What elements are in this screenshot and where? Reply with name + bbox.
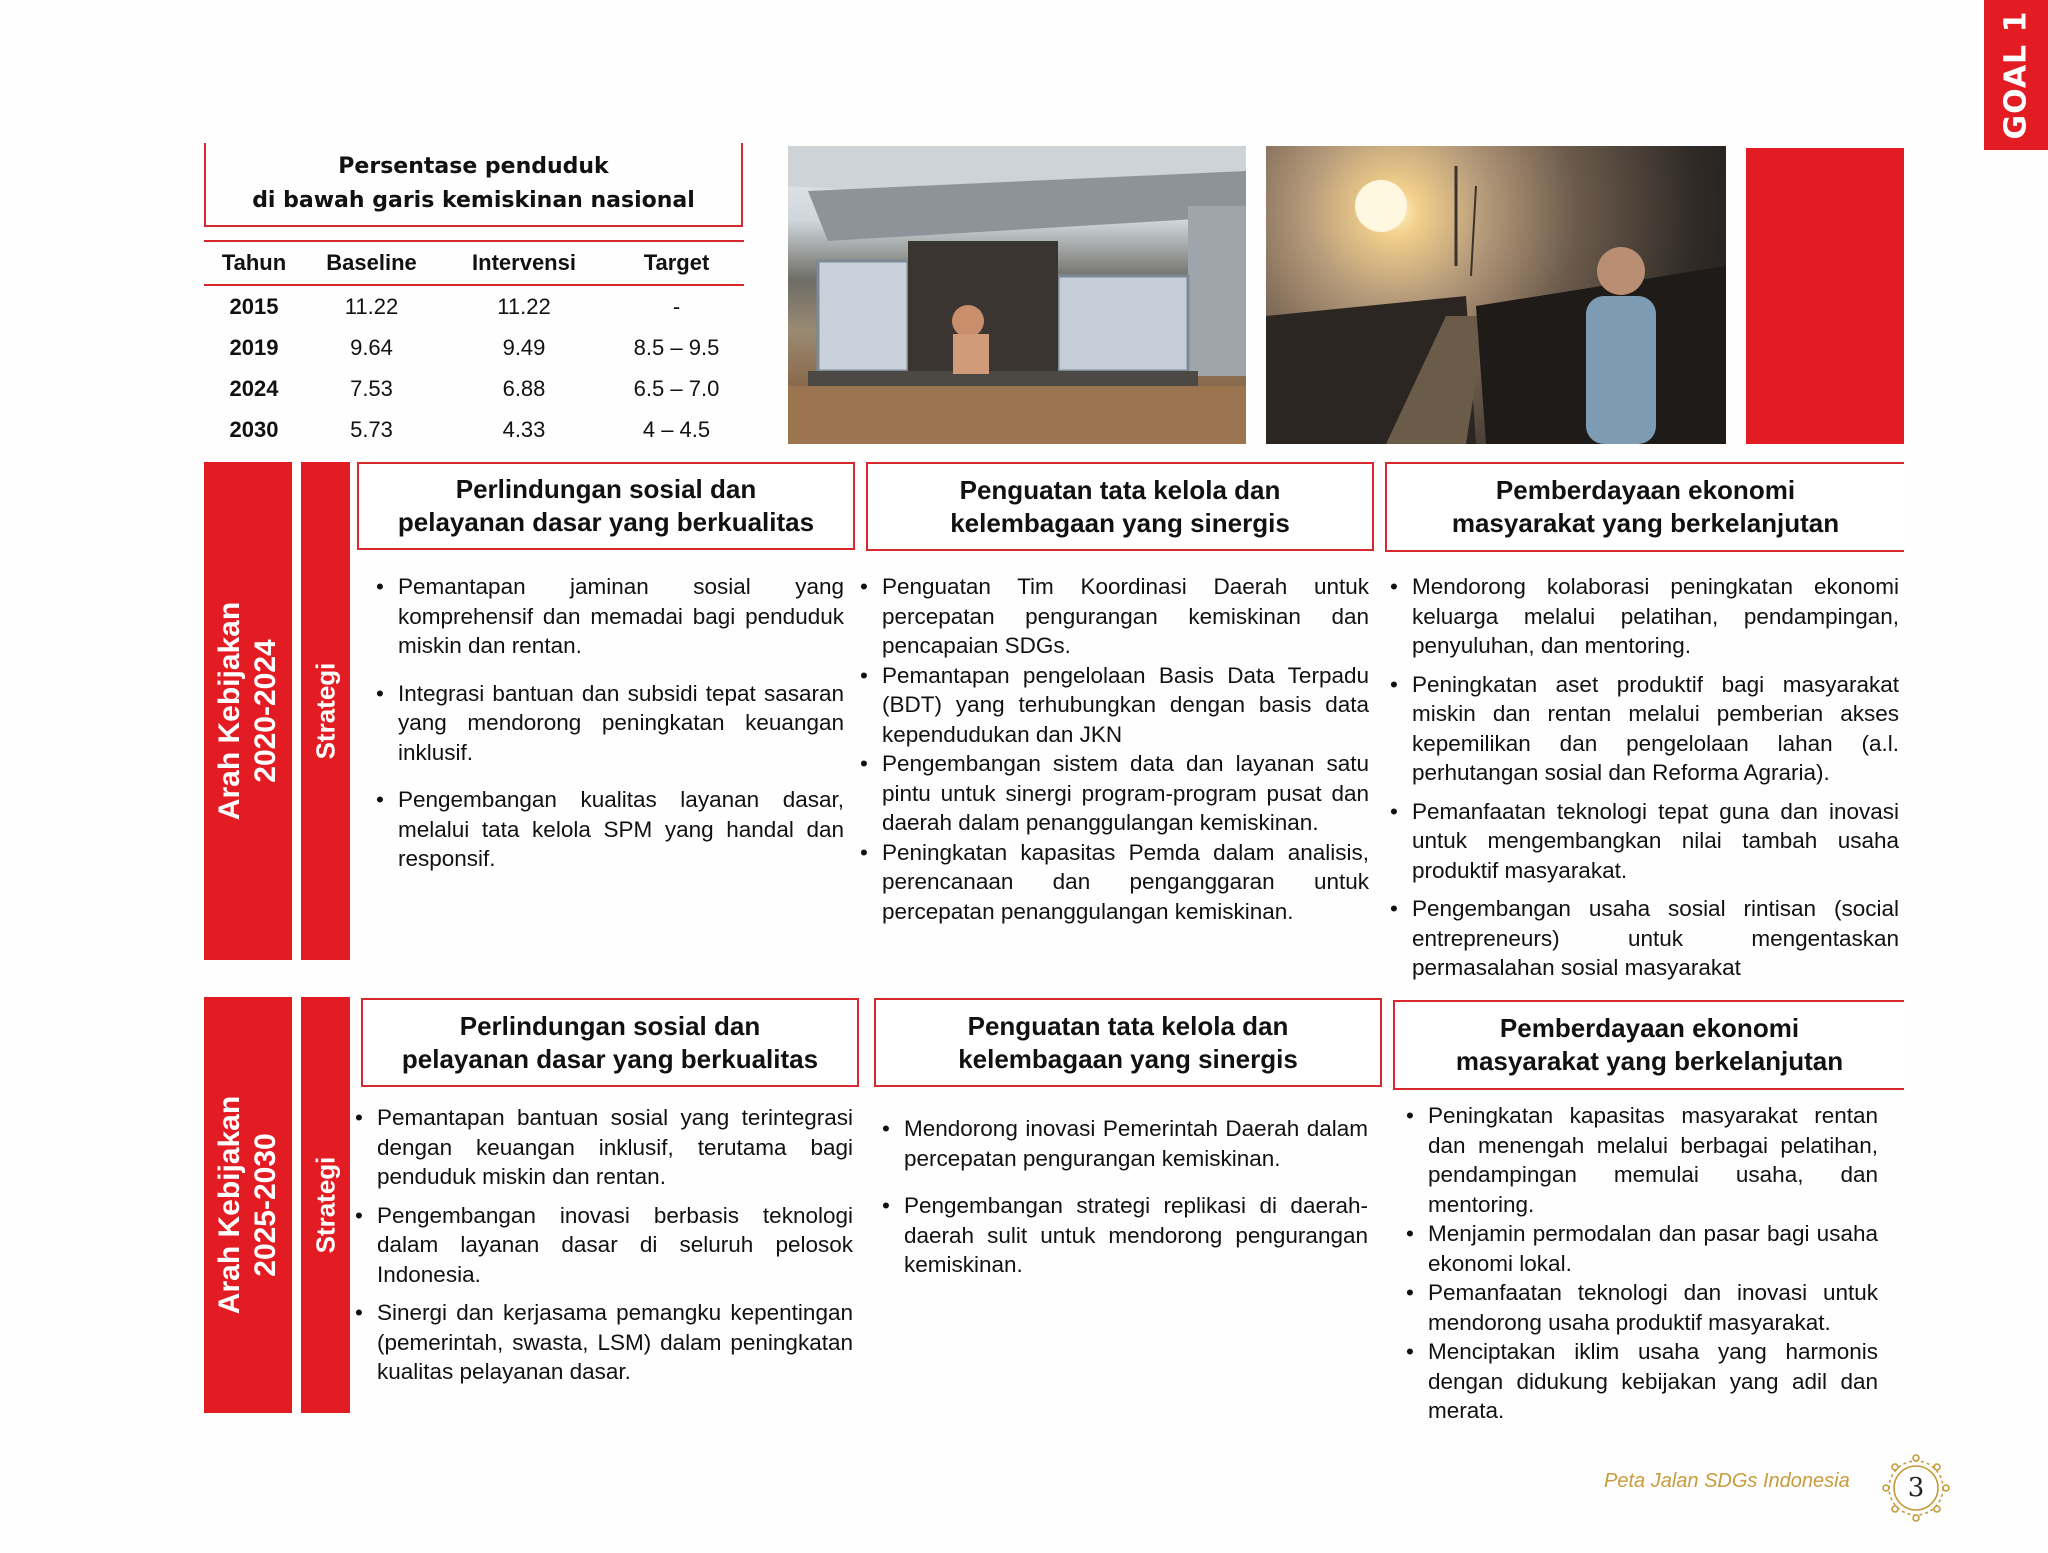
list-item: • Menjamin permodalan dan pasar bagi usaha ekonomi lokal. bbox=[1404, 1219, 1878, 1278]
header-tahun: Tahun bbox=[204, 241, 304, 285]
header-intervensi: Intervensi bbox=[439, 241, 609, 285]
policy-bar-line1: Arah Kebijakan bbox=[213, 601, 246, 821]
list-item: • Pengembangan inovasi berbasis teknologi dalam layanan dasar di seluruh pelosok Indonesia. bbox=[353, 1201, 853, 1290]
fisherman-illustration bbox=[1266, 146, 1726, 444]
red-accent-block bbox=[1746, 148, 1904, 444]
header-line1: Perlindungan sosial dan bbox=[459, 1010, 761, 1041]
policy-bar-line1: Arah Kebijakan bbox=[213, 1095, 246, 1315]
goal-tab-label: GOAL 1 bbox=[1998, 10, 2034, 140]
header-line2: masyarakat yang berkelanjutan bbox=[1455, 1046, 1844, 1076]
indicator-title-line2: di bawah garis kemiskinan nasional bbox=[252, 188, 695, 213]
header-pemberdayaan-1 bbox=[1385, 462, 1904, 552]
floating-house-illustration bbox=[788, 146, 1246, 444]
cell-intervensi: 6.88 bbox=[502, 375, 546, 401]
header-line2: kelembagaan yang sinergis bbox=[958, 1043, 1298, 1074]
header-pemberdayaan-2 bbox=[1393, 1000, 1904, 1090]
strategy-list-perlindungan-1 bbox=[374, 572, 844, 874]
strategy-label: Strategi bbox=[310, 662, 340, 760]
policy-bar-label bbox=[212, 602, 284, 820]
strategy-list-pemberdayaan-1 bbox=[1388, 572, 1899, 983]
list-item: • Sinergi dan kerjasama pemangku kepentingan (pemerintah, swasta, LSM) dalam peningkatan kualitas pelayanan dasar. bbox=[353, 1298, 853, 1387]
header-line2: masyarakat yang berkelanjutan bbox=[1451, 508, 1840, 538]
cell-baseline: 11.22 bbox=[344, 293, 399, 319]
cell-year: 2024 bbox=[229, 375, 279, 401]
list-item: • Peningkatan kapasitas masyarakat rentan dan menengah melalui berbagai pelatihan, pendampingan memulai usaha, dan mentoring. bbox=[1404, 1101, 1878, 1219]
strategy-label: Strategi bbox=[310, 1156, 340, 1254]
list-item: • Mendorong kolaborasi peningkatan ekonomi keluarga melalui pelatihan, pendampingan, penyuluhan, dan mentoring. bbox=[1388, 572, 1899, 661]
policy-bar-2020-2024 bbox=[204, 462, 292, 960]
cell-intervensi: 4.33 bbox=[502, 416, 546, 442]
cell-baseline: 5.73 bbox=[350, 416, 393, 442]
policy-bar-label bbox=[212, 1096, 284, 1314]
indicator-table bbox=[204, 240, 744, 450]
header-perlindungan-1 bbox=[357, 462, 855, 550]
list-item: • Pemanfaatan teknologi dan inovasi untuk mendorong usaha produktif masyarakat. bbox=[1404, 1278, 1878, 1337]
list-item: • Peningkatan kapasitas Pemda dalam analisis, perencanaan dan penganggaran untuk percepatan penanggulangan kemiskinan. bbox=[858, 838, 1369, 927]
table-row bbox=[204, 368, 744, 409]
table-row bbox=[204, 327, 744, 368]
cell-year: 2030 bbox=[229, 416, 279, 442]
list-item: • Mendorong inovasi Pemerintah Daerah dalam percepatan pengurangan kemiskinan. bbox=[880, 1114, 1368, 1173]
list-item: • Pengembangan usaha sosial rintisan (social entrepreneurs) untuk mengentaskan permasalahan sosial masyarakat bbox=[1388, 894, 1899, 983]
list-item: • Pengembangan kualitas layanan dasar, melalui tata kelola SPM yang handal dan responsif. bbox=[374, 785, 844, 874]
strategy-list-pemberdayaan-2 bbox=[1404, 1101, 1878, 1426]
cell-year: 2019 bbox=[229, 334, 279, 360]
list-item: • Pengembangan sistem data dan layanan satu pintu untuk sinergi program-program pusat dan daerah dalam penanggulangan kemiskinan. bbox=[858, 749, 1369, 838]
table-row bbox=[204, 409, 744, 450]
header-line1: Penguatan tata kelola dan bbox=[967, 1010, 1289, 1041]
list-item: • Pemantapan jaminan sosial yang komprehensif dan memadai bagi penduduk miskin dan rentan. bbox=[374, 572, 844, 661]
policy-bar-line2: 2020-2024 bbox=[249, 639, 282, 783]
footer-text: Peta Jalan SDGs Indonesia bbox=[1604, 1470, 1850, 1492]
header-baseline: Baseline bbox=[304, 241, 439, 285]
strategy-bar-2 bbox=[301, 997, 350, 1413]
cell-target: 4 – 4.5 bbox=[642, 416, 711, 442]
photo-fisherman-sunset bbox=[1266, 146, 1726, 444]
page-number: 3 bbox=[1907, 1473, 1925, 1503]
list-item: • Integrasi bantuan dan subsidi tepat sasaran yang mendorong peningkatan keuangan inklusif. bbox=[374, 679, 844, 768]
header-perlindungan-2 bbox=[361, 998, 859, 1087]
list-item: • Menciptakan iklim usaha yang harmonis dengan didukung kebijakan yang adil dan merata. bbox=[1404, 1337, 1878, 1426]
table-row bbox=[204, 285, 744, 327]
header-target: Target bbox=[609, 241, 744, 285]
header-tata-kelola-2 bbox=[874, 998, 1382, 1087]
cell-target: - bbox=[672, 293, 681, 319]
header-line1: Perlindungan sosial dan bbox=[455, 474, 757, 504]
goal-tab bbox=[1984, 0, 2048, 150]
header-line1: Pemberdayaan ekonomi bbox=[1499, 1013, 1800, 1043]
indicator-title-box bbox=[204, 143, 743, 227]
strategy-list-perlindungan-2 bbox=[353, 1103, 853, 1387]
list-item: • Pengembangan strategi replikasi di daerah-daerah sulit untuk mendorong pengurangan kemiskinan. bbox=[880, 1191, 1368, 1280]
cell-target: 6.5 – 7.0 bbox=[633, 375, 720, 401]
list-item: • Pemantapan bantuan sosial yang terintegrasi dengan keuangan inklusif, terutama bagi penduduk miskin dan rentan. bbox=[353, 1103, 853, 1192]
header-line1: Pemberdayaan ekonomi bbox=[1495, 475, 1796, 505]
indicator-table-header bbox=[204, 241, 744, 285]
cell-target: 8.5 – 9.5 bbox=[633, 334, 720, 360]
page-number-badge bbox=[1880, 1452, 1952, 1524]
policy-bar-2025-2030 bbox=[204, 997, 292, 1413]
list-item: • Peningkatan aset produktif bagi masyarakat miskin dan rentan melalui pemberian akses kepemilikan dan pengelolaan lahan (a.l. perhutangan sosial dan Reforma Agraria). bbox=[1388, 670, 1899, 788]
cell-intervensi: 9.49 bbox=[502, 334, 546, 360]
cell-baseline: 9.64 bbox=[350, 334, 393, 360]
list-item: • Penguatan Tim Koordinasi Daerah untuk percepatan pengurangan kemiskinan dan pencapaian SDGs. bbox=[858, 572, 1369, 661]
list-item: • Pemanfaatan teknologi tepat guna dan inovasi untuk mengembangkan nilai tambah usaha produktif masyarakat. bbox=[1388, 797, 1899, 886]
header-line1: Penguatan tata kelola dan bbox=[959, 474, 1281, 505]
header-tata-kelola-1 bbox=[866, 462, 1374, 551]
cell-year: 2015 bbox=[229, 293, 279, 319]
strategy-bar-1 bbox=[301, 462, 350, 960]
policy-bar-line2: 2025-2030 bbox=[249, 1133, 282, 1277]
strategy-list-tata-kelola-2 bbox=[880, 1114, 1368, 1280]
header-line2: pelayanan dasar yang berkualitas bbox=[397, 507, 815, 537]
header-line2: pelayanan dasar yang berkualitas bbox=[401, 1043, 819, 1074]
indicator-title-line1: Persentase penduduk bbox=[338, 154, 609, 179]
cell-intervensi: 11.22 bbox=[497, 293, 551, 319]
photo-floating-house bbox=[788, 146, 1246, 444]
list-item: • Pemantapan pengelolaan Basis Data Terpadu (BDT) yang terhubungkan dengan basis data kependudukan dan JKN bbox=[858, 661, 1369, 750]
header-line2: kelembagaan yang sinergis bbox=[950, 507, 1290, 538]
cell-baseline: 7.53 bbox=[350, 375, 393, 401]
strategy-list-tata-kelola-1 bbox=[858, 572, 1369, 926]
